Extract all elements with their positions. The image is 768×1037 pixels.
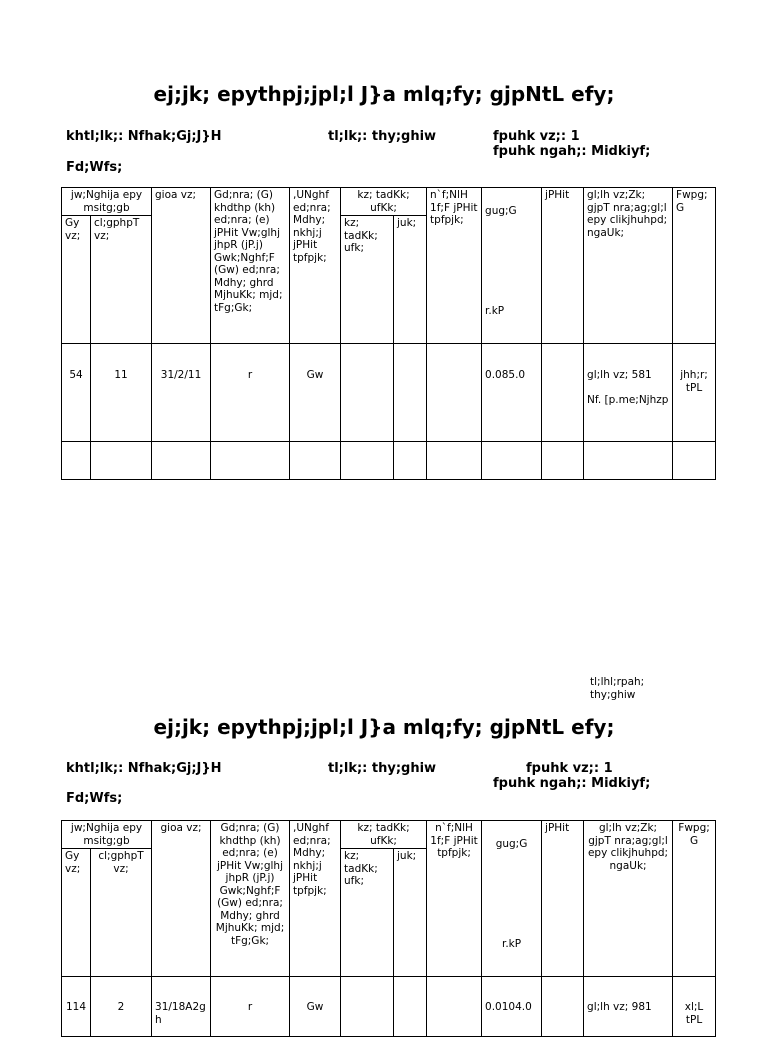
empty-cell: [152, 442, 211, 480]
cell-holder-patta: gl;lh vz; 581: [587, 369, 652, 381]
header-current-survey: jw;Nghija epy msitg;gb: [62, 821, 152, 849]
table-row-empty: [62, 442, 716, 480]
district-label: khtl;lk;: Nfhak;Gj;J}H: [66, 129, 222, 144]
cell-tax-a: [341, 977, 394, 1037]
header-current-survey: jw;Nghija epy msitg;gb: [62, 188, 152, 216]
header-area-unit: r.kP: [485, 304, 505, 317]
header-assessment: jPHit: [542, 821, 584, 977]
cell-survey-no: 114: [62, 977, 91, 1037]
header-tenure: Gd;nra; (G) khdthp (kh) ed;nra; (e) jPHit Vw;glhj jhpR (jP.j) Gwk;Nghf;F (Gw) ed;nra; Mdhy; ghrd MjhuKk; mjd; tFg;Gk;: [211, 188, 290, 344]
district-label-2: khtl;lk;: Nfhak;Gj;J}H: [66, 761, 222, 776]
empty-cell: [91, 442, 152, 480]
empty-cell: [673, 442, 716, 480]
header-remarks: Fwpg;G: [673, 821, 716, 977]
cell-patta: 31/18A2gh: [152, 977, 211, 1037]
header-holder: gl;lh vz;Zk; gjpT nra;ag;gl;l epy clikjhuhpd; ngaUk;: [584, 188, 673, 344]
village-name-2: fpuhk ngah;: Midkiyf;: [493, 776, 651, 791]
header-assessment: jPHit: [542, 188, 584, 344]
header-rate: n`f;NlH 1f;F jPHit tpfpjk;: [427, 188, 482, 344]
header-area: [482, 821, 542, 977]
cell-holder-name: Nf. [p.me;Njhzp: [587, 393, 669, 406]
empty-cell: [290, 442, 341, 480]
empty-cell: [427, 442, 482, 480]
header-row: [62, 821, 716, 849]
cell-rate: [427, 977, 482, 1037]
village-info: [493, 129, 650, 159]
village-info-2: [493, 761, 650, 791]
empty-cell: [394, 442, 427, 480]
cell-subdivision: 11: [91, 344, 152, 442]
header-survey-no: Gy vz;: [62, 216, 91, 344]
header-tax: kz; tadKk; ufKk;: [341, 821, 427, 849]
table-row: [62, 977, 716, 1037]
cell-remarks: xl;L tPL: [673, 977, 716, 1037]
page-title-2: ej;jk; epythpj;jpl;l J}a mlq;fy; gjpNtL efy;: [153, 715, 615, 739]
cell-patta: 31/2/11: [152, 344, 211, 442]
header-area-label: gug;G: [485, 204, 517, 217]
empty-cell: [62, 442, 91, 480]
header-patta: gioa vz;: [152, 821, 211, 977]
land-register-table: [61, 187, 716, 480]
taluk-label-2: tl;lk;: thy;ghiw: [328, 761, 437, 776]
empty-cell: [542, 442, 584, 480]
header-row: [62, 188, 716, 216]
header-area-label: gug;G: [495, 837, 528, 850]
header-remarks: Fwpg;G: [673, 188, 716, 344]
header-survey-no: Gy vz;: [62, 849, 91, 977]
header-area: [482, 188, 542, 344]
empty-cell: [482, 442, 542, 480]
block-label-2: Fd;Wfs;: [66, 791, 123, 806]
header-tax-a: kz; tadKk; ufk;: [341, 849, 394, 977]
header-subdivision: cl;gphpT vz;: [91, 216, 152, 344]
cell-tax-a: [341, 344, 394, 442]
block-label: Fd;Wfs;: [66, 160, 123, 175]
empty-cell: [584, 442, 673, 480]
cell-tax-b: [394, 977, 427, 1037]
signature-line-1: tl;lhl;rpah;: [590, 676, 645, 688]
header-tax-b: juk;: [394, 216, 427, 344]
cell-water: Gw: [290, 344, 341, 442]
village-number: fpuhk vz;: 1: [493, 129, 580, 144]
header-rate: n`f;NlH 1f;F jPHit tpfpjk;: [427, 821, 482, 977]
table-row: [62, 344, 716, 442]
cell-area: 0.085.0: [482, 344, 542, 442]
header-tax-a: kz; tadKk; ufk;: [341, 216, 394, 344]
cell-rate: [427, 344, 482, 442]
empty-cell: [211, 442, 290, 480]
cell-subdivision: 2: [91, 977, 152, 1037]
cell-assessment: [542, 344, 584, 442]
taluk-label: tl;lk;: thy;ghiw: [328, 129, 437, 144]
cell-assessment: [542, 977, 584, 1037]
header-subdivision: cl;gphpT vz;: [91, 849, 152, 977]
header-area-unit: r.kP: [501, 937, 522, 950]
header-holder: gl;lh vz;Zk; gjpT nra;ag;gl;l epy clikjhuhpd; ngaUk;: [584, 821, 673, 977]
signature-line-2: thy;ghiw: [590, 689, 636, 701]
cell-survey-no: 54: [62, 344, 91, 442]
cell-area: 0.0104.0: [482, 977, 542, 1037]
cell-tax-b: [394, 344, 427, 442]
cell-holder: [584, 344, 673, 442]
cell-remarks: jhh;r; tPL: [673, 344, 716, 442]
land-register-table-2: [61, 820, 716, 1037]
header-patta: gioa vz;: [152, 188, 211, 344]
signature-block: [590, 676, 644, 702]
cell-holder-patta: gl;lh vz; 981: [587, 1001, 652, 1013]
header-tax-b: juk;: [394, 849, 427, 977]
header-water: ,UNghf ed;nra; Mdhy; nkhj;j jPHit tpfpjk;: [290, 188, 341, 344]
cell-tenure: r: [211, 344, 290, 442]
header-water: ,UNghf ed;nra; Mdhy; nkhj;j jPHit tpfpjk;: [290, 821, 341, 977]
village-name: fpuhk ngah;: Midkiyf;: [493, 144, 651, 159]
cell-water: Gw: [290, 977, 341, 1037]
header-tax: kz; tadKk; ufKk;: [341, 188, 427, 216]
cell-tenure: r: [211, 977, 290, 1037]
empty-cell: [341, 442, 394, 480]
village-number-2: fpuhk vz;: 1: [526, 761, 613, 776]
header-tenure: Gd;nra; (G) khdthp (kh) ed;nra; (e) jPHit Vw;glhj jhpR (jP.j) Gwk;Nghf;F (Gw) ed;nra; Mdhy; ghrd MjhuKk; mjd; tFg;Gk;: [211, 821, 290, 977]
page-title: ej;jk; epythpj;jpl;l J}a mlq;fy; gjpNtL efy;: [153, 82, 615, 106]
cell-holder: [584, 977, 673, 1037]
